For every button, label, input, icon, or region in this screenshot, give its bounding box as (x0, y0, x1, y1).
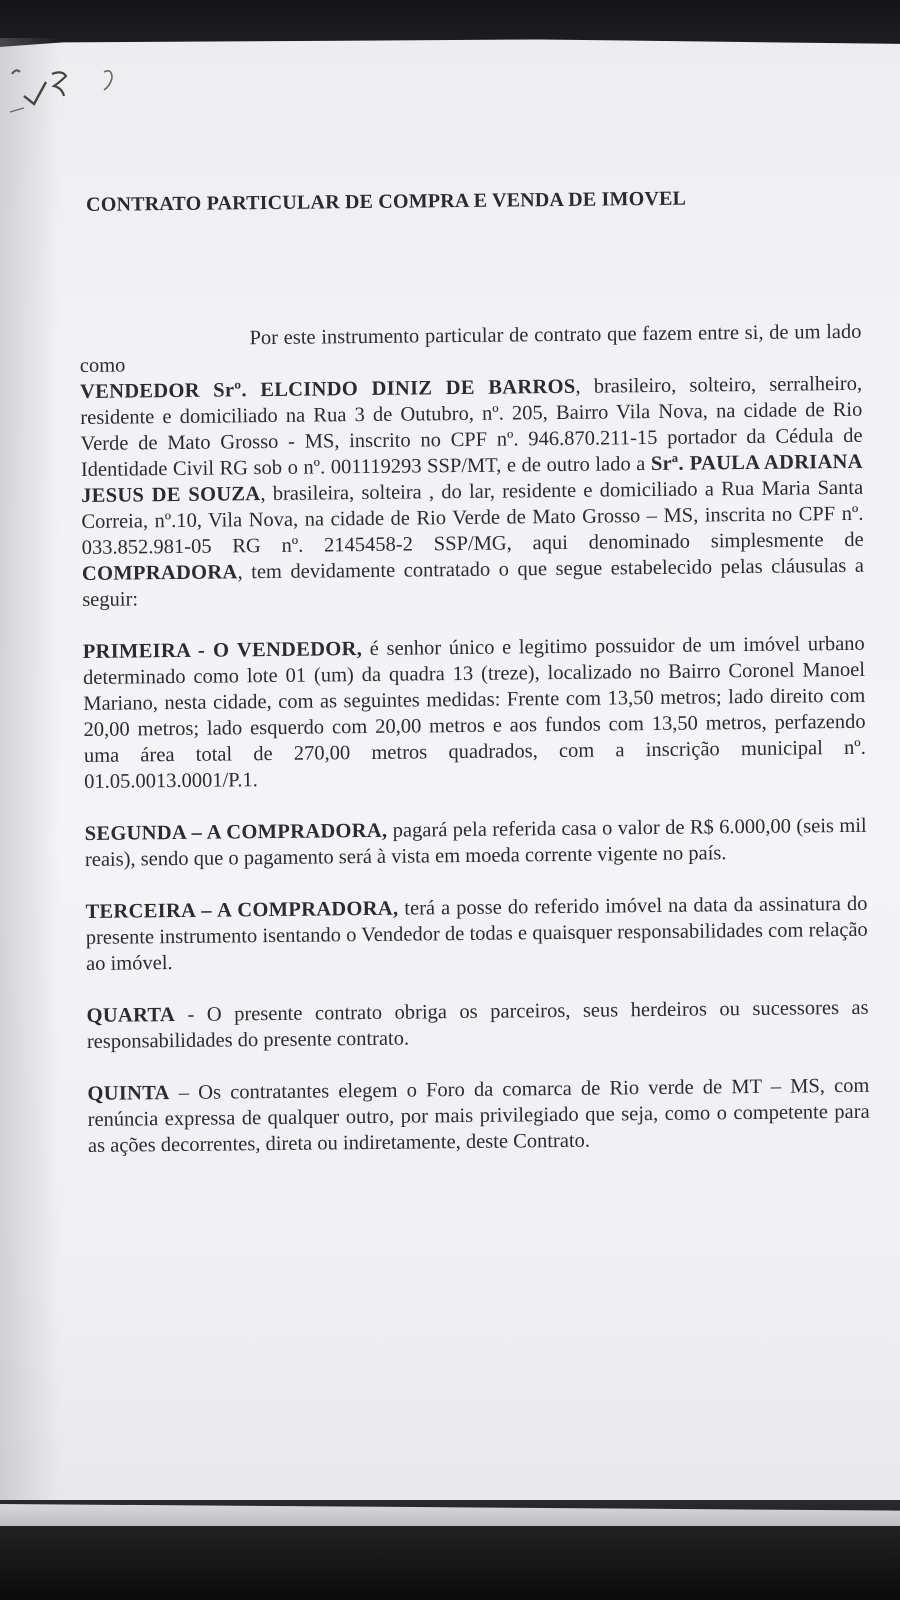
clause-text: terá a posse do referido imóvel na data da assinatura do presente instrumento isentando o Vendedor de todas e quaisquer responsabilidades com relação ao imóvel. (85, 892, 868, 975)
clause-text: é senhor único e legitimo possuidor de um imóvel urbano determinado como lote 01 (um) da quadra 13 (treze), localizado no Bairro Coronel Manoel Mariano, nesta cidade, com as seguintes medidas: Frente com 13,50 metros; lado direito com 20,00 metros; lado esquerdo com 20,00 metros e aos fundos com 13,50 metros, perfazendo uma área total de 270,00 metros quadrados, com a inscrição municipal nº. 01.05.0013.0001/P.1. (82, 632, 866, 793)
contract-document (78, 186, 870, 1159)
intro-text-2: , brasileiro, solteiro, serralheiro, residente e domiciliado na Rua 3 de Outubro, nº. 205, Bairro Vila Nova, na cidade de Rio Verde de Mato Grosso - MS, inscrito no CPF nº. 946.870.211-15 portador da Cédula de Identidade Civil RG sob o nº. 001119293 SSP/MT, e de outro lado a (80, 372, 863, 481)
clause-heading: SEGUNDA – A COMPRADORA, (84, 819, 388, 845)
handwritten-marks (0, 52, 140, 122)
document-title: CONTRATO PARTICULAR DE COMPRA E VENDA DE IMOVEL (85, 187, 687, 216)
intro-paragraph (79, 319, 864, 613)
seller-label: VENDEDOR Srº. ELCINDO DINIZ DE BARROS (79, 375, 576, 403)
clause-quinta (87, 1073, 870, 1159)
buyer-name: Srª. PAULA ADRIANA JESUS DE SOUZA (81, 450, 863, 507)
intro-text-4: , tem devidamente contratado o que segue estabelecido pelas cláusulas a seguir: (82, 554, 865, 611)
clause-segunda (85, 813, 868, 873)
clause-heading: TERCEIRA – A COMPRADORA, (85, 897, 399, 923)
clause-text: pagará pela referida casa o valor de R$ 6.000,00 (seis mil reais), sendo que o pagamento será à vista em moeda corrente vigente no país. (84, 814, 867, 871)
clause-heading: QUINTA (87, 1082, 170, 1105)
dark-background-top (0, 0, 900, 46)
clause-heading: QUARTA (86, 1004, 176, 1027)
clause-text: - O presente contrato obriga os parceiros, seus herdeiros ou sucessores as responsabilidades do presente contrato. (86, 996, 869, 1053)
paper-shadow (0, 38, 60, 1512)
buyer-label: COMPRADORA (81, 561, 238, 585)
intro-text-3: , brasileira, solteira , do lar, residente e domiciliado a Rua Maria Santa Correia, nº.10, Vila Nova, na cidade de Rio Verde de Mato Grosso – MS, inscrita no CPF nº. 033.852.981-05 RG nº. 2145458-2 SSP/MG, aqui denominado simplesmente de (81, 476, 864, 559)
clause-quarta (86, 995, 869, 1055)
clause-primeira (83, 631, 867, 795)
clause-text: – Os contratantes elegem o Foro da comarca de Rio verde de MT – MS, com renúncia expressa de qualquer outro, por mais privilegiado que seja, como o competente para as ações decorrentes, direta ou indiretamente, deste Contrato. (87, 1074, 870, 1157)
clause-heading: PRIMEIRA - O VENDEDOR, (82, 638, 363, 663)
intro-text-1: Por este instrumento particular de contrato que fazem entre si, de um lado como (79, 320, 862, 377)
clause-terceira (85, 891, 868, 977)
